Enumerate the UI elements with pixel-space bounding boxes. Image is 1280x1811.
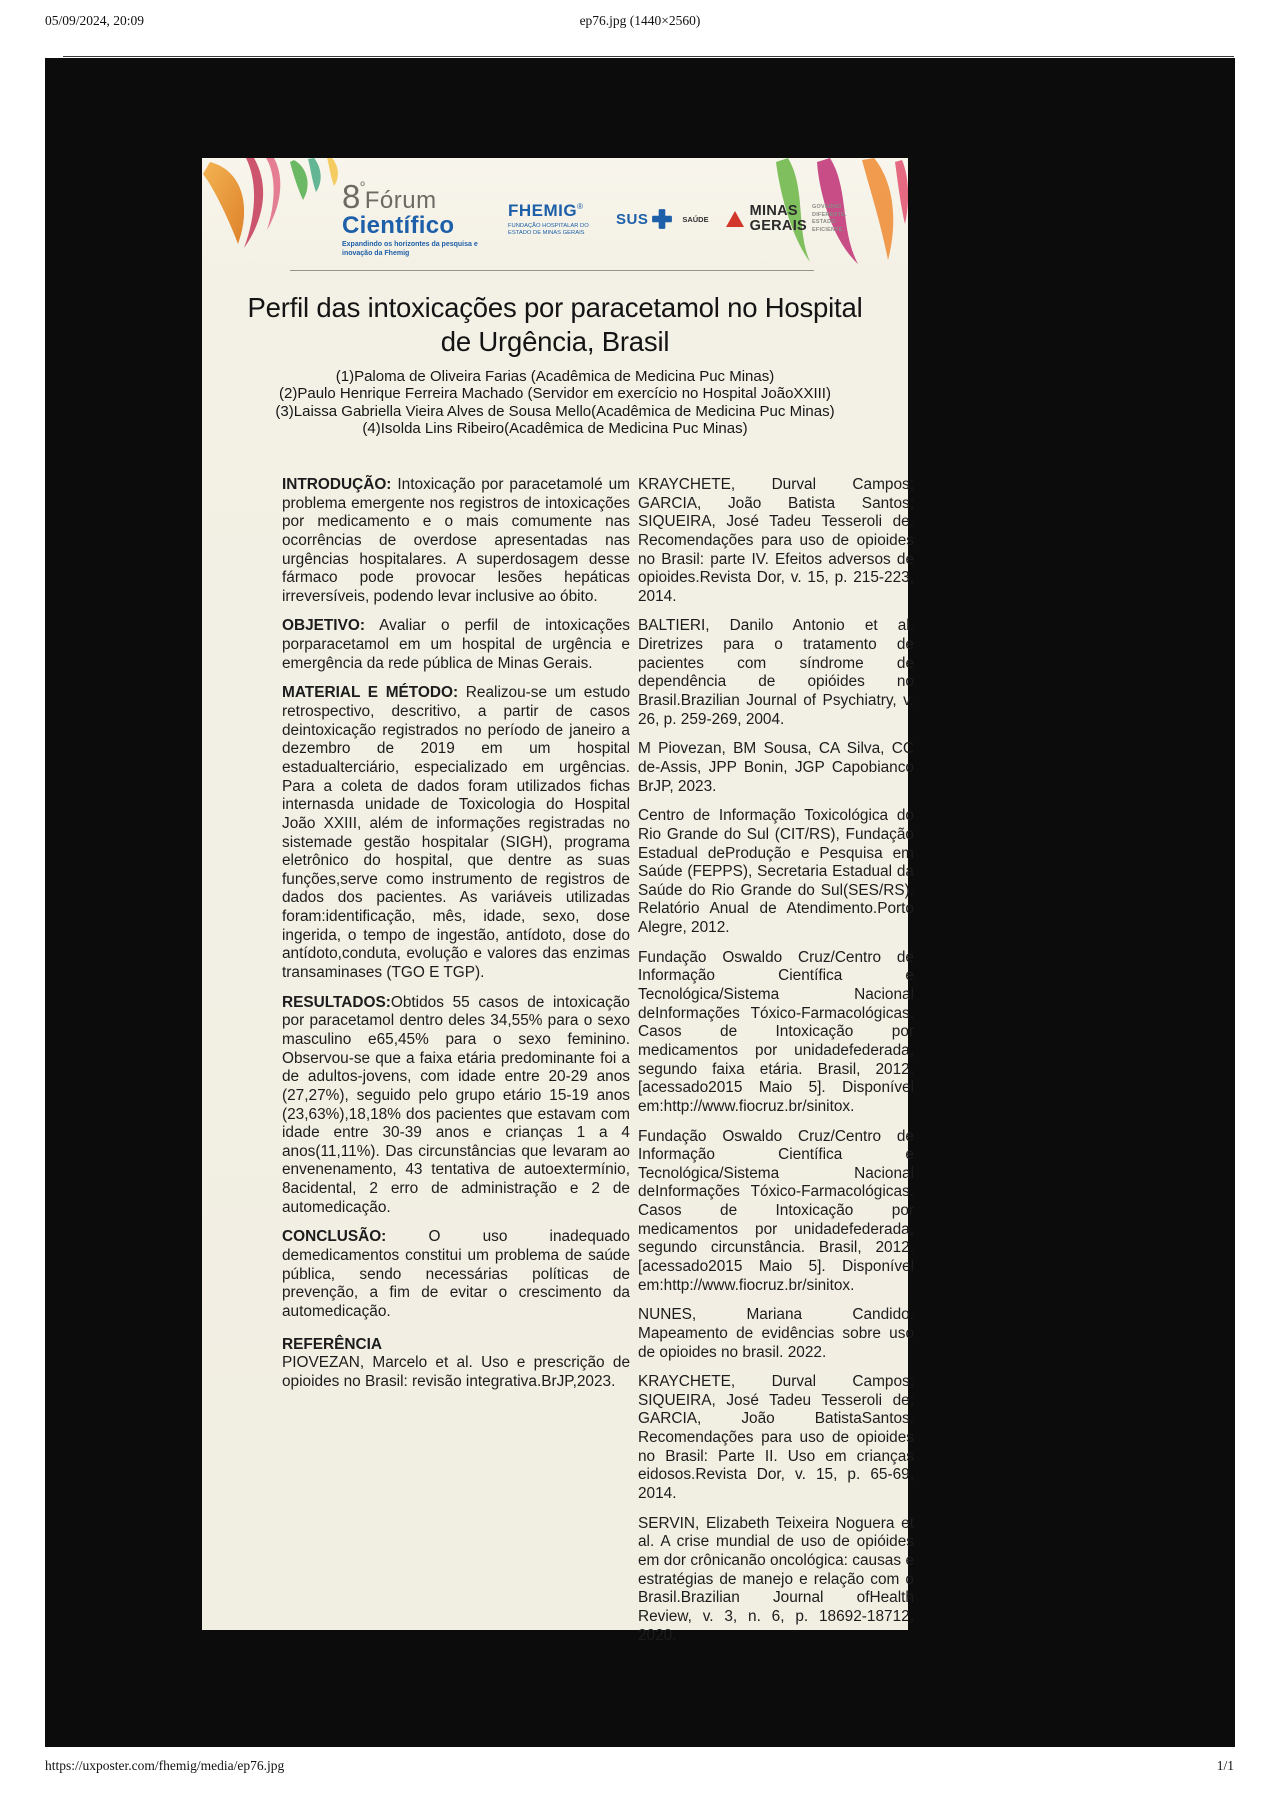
referencia-heading: REFERÊNCIA [282,1335,383,1353]
section-introducao [282,476,630,606]
author-line: (3)Laissa Gabriella Vieira Alves de Sousa Mello(Acadêmica de Medicina Puc Minas) [275,402,835,420]
section-text: O uso inadequado demedicamentos constitui um problema de saúde pública, sendo necessárias políticas de prevenção, a fim de evitar o crescimento da automedicação. [282,1228,630,1320]
cientifico-word: Científico [342,212,455,239]
forum-number: 8 [342,178,361,215]
sus-logo [616,208,709,230]
reference-item: NUNES, Mariana Candido. Mapeamento de evidências sobre uso de opioides no brasil. 2022. [638,1306,914,1361]
section-resultados [282,994,630,1218]
section-heading: OBJETIVO: [282,617,365,635]
section-objetivo [282,617,630,673]
reference-item: Fundação Oswaldo Cruz/Centro de Informação Científica e Tecnológica/Sistema Nacional deInformações Tóxico-Farmacológicas. Casos de Intoxicação por medicamentos por unidadefederada, segundo faixa etária. Brasil, 2012. [acessado2015 Maio 5]. Disponível em:http://www.fiocruz.br/sinitox. [638,948,914,1115]
reference-item: BALTIERI, Danilo Antonio et al. Diretrizes para o tratamento de pacientes com síndrome de dependência de opióides no Brasil.Brazilian Journal of Psychiatry, v. 26, p. 259-269, 2004. [638,617,914,728]
poster-title: Perfil das intoxicações por paracetamol no Hospital de Urgência, Brasil [247,292,863,358]
section-text: Realizou-se um estudo retrospectivo, descritivo, a partir de casos deintoxicação registrados no período de janeiro a dezembro de 2019 em um hospital estadualterciário, especializado em urgências. Para a coleta de dados foram utilizados fichas internasda unidade de Toxicologia do Hospital João XXIII, além de informações registradas no sistemade gestão hospitalar (SIGH), programa eletrônico do hospital, que dentre as suas funções,serve como instrumento de registros de dados dos pacientes. As variáveis utilizadas foram:identificação, mês, idade, sexo, dose ingerida, o tempo de ingestão, antídoto, dose do antídoto,conduta, evolução e valores das enzimas transaminases (TGO E TGP). [282,684,631,982]
section-heading: CONCLUSÃO: [282,1228,387,1246]
authors-list [202,368,908,437]
logo-row [342,178,847,259]
author-line: (1)Paloma de Oliveira Farias (Acadêmica de Medicina Puc Minas) [335,368,775,385]
section-heading: MATERIAL E MÉTODO: [282,684,459,702]
page-indicator: 1/1 [1216,1758,1234,1773]
minas-gerais-logo [725,204,846,234]
image-canvas [45,58,1235,1747]
section-text: Avaliar o perfil de intoxicações porparacetamol em um hospital de urgência e emergência da rede pública de Minas Gerais. [282,617,630,672]
author-line: (2)Paulo Henrique Ferreira Machado (Servidor em exercício no Hospital JoãoXXIII) [279,385,831,403]
reference-item: KRAYCHETE, Durval Campos; GARCIA, João Batista Santos; SIQUEIRA, José Tadeu Tesseroli de. Recomendações para uso de opioides no Brasil: parte IV. Efeitos adversos de opioides.Revista Dor, v. 15, p. 215-223, 2014. [638,476,914,605]
right-column [638,476,914,1656]
section-material-metodo [282,684,630,982]
forum-cientifico-logo [342,180,492,259]
print-datetime: 05/09/2024, 20:09 [45,13,145,28]
print-header-rule [63,56,1234,57]
section-text: Obtidos 55 casos de intoxicação por paracetamol dentro deles 34,55% para o sexo masculino e65,45% para o sexo feminino. Observou-se que a faixa etária predominante foi a de adultos-jovens, com idade entre 20-29 anos (27,27%), seguido pelo grupo etário 15-19 anos (23,63%),18,18% dos pacientes que estavam com idade entre 30-39 anos e crianças 1 a 4 anos(11,11%). Das circunstâncias que levaram ao envenenamento, 43 tentativa de autoextermínio, 8acidental, 2 erro de administração e 2 de automedicação. [282,993,630,1216]
reference-item: M Piovezan, BM Sousa, CA Silva, CC de-Assis, JPP Bonin, JGP Capobianco BrJP, 2023. [638,740,914,795]
fhemig-subtitle: FUNDAÇÃO HOSPITALAR DO ESTADO DE MINAS GERAIS [508,222,589,237]
section-conclusao [282,1228,630,1321]
poster [202,158,914,1644]
forum-tagline: Expandindo os horizontes da pesquisa e inovação da Fhemig [342,241,478,257]
reference-item: Fundação Oswaldo Cruz/Centro de Informação Científica e Tecnológica/Sistema Nacional deInformações Tóxico-Farmacológicas. Casos de Intoxicação por medicamentos por unidadefederada, segundo circunstância. Brasil, 2012. [acessado2015 Maio 5]. Disponível em:http://www.fiocruz.br/sinitox. [638,1127,914,1294]
minas-gerais-triangle-icon [725,210,745,228]
registered-mark: ® [577,201,584,211]
left-column [282,476,630,1402]
print-header [0,13,1280,35]
gerais-word: GERAIS [749,218,808,235]
reference-item: PIOVEZAN, Marcelo et al. Uso e prescrição de opioides no Brasil: revisão integrativa.BrJP,2023. [282,1354,630,1390]
left-ribbons-decoration-icon [202,158,352,266]
saude-label: SAÚDE [682,214,709,224]
print-footer [0,1758,1280,1778]
sus-cross-icon [651,208,673,230]
section-text: Intoxicação por paracetamolé um problema emergente nos registros de intoxicações por medicamento e o mais comumente nas ocorrências de overdose apresentadas nas urgências hospitalares. A superdosagem desse fármaco pode provocar lesões hepáticas irreversíveis, podendo levar inclusive ao óbito. [282,476,630,605]
source-url: https://uxposter.com/fhemig/media/ep76.jpg [45,1758,285,1773]
author-line: (4)Isolda Lins Ribeiro(Acadêmica de Medicina Puc Minas) [362,419,748,437]
reference-item: SERVIN, Elizabeth Teixeira Noguera et al. A crise mundial de uso de opióides em dor crônicanão oncológica: causas e estratégias de manejo e relação com o Brasil.Brazilian Journal ofHealth Review, v. 3, n. 6, p. 18692-18712, 2020. [638,1514,914,1644]
minas-word: MINAS [749,203,798,220]
header-divider [290,270,814,271]
fhemig-name: FHEMIG [508,200,578,220]
section-heading: RESULTADOS: [282,993,391,1011]
sus-name: SUS [616,210,649,228]
minas-slogan: GOVERNO DIFERENTE. ESTADO EFICIENTE. [812,204,847,233]
section-heading: INTRODUÇÃO: [282,476,392,493]
print-filename: ep76.jpg (1440×2560) [579,13,701,28]
fhemig-logo [508,201,600,238]
forum-word: Fórum [364,187,437,214]
forum-ordinal: º [360,179,365,193]
reference-item: KRAYCHETE, Durval Campos; SIQUEIRA, José Tadeu Tesseroli de; GARCIA, João BatistaSantos. Recomendações para uso de opioides no Brasil: Parte II. Uso em crianças eidosos.Revista Dor, v. 15, p. 65-69, 2014. [638,1373,914,1503]
reference-item: Centro de Informação Toxicológica do Rio Grande do Sul (CIT/RS), Fundação Estadual deProdução e Pesquisa em Saúde (FEPPS), Secretaria Estadual da Saúde do Rio Grande do Sul(SES/RS). Relatório Anual de Atendimento.Porto Alegre, 2012. [638,807,914,937]
